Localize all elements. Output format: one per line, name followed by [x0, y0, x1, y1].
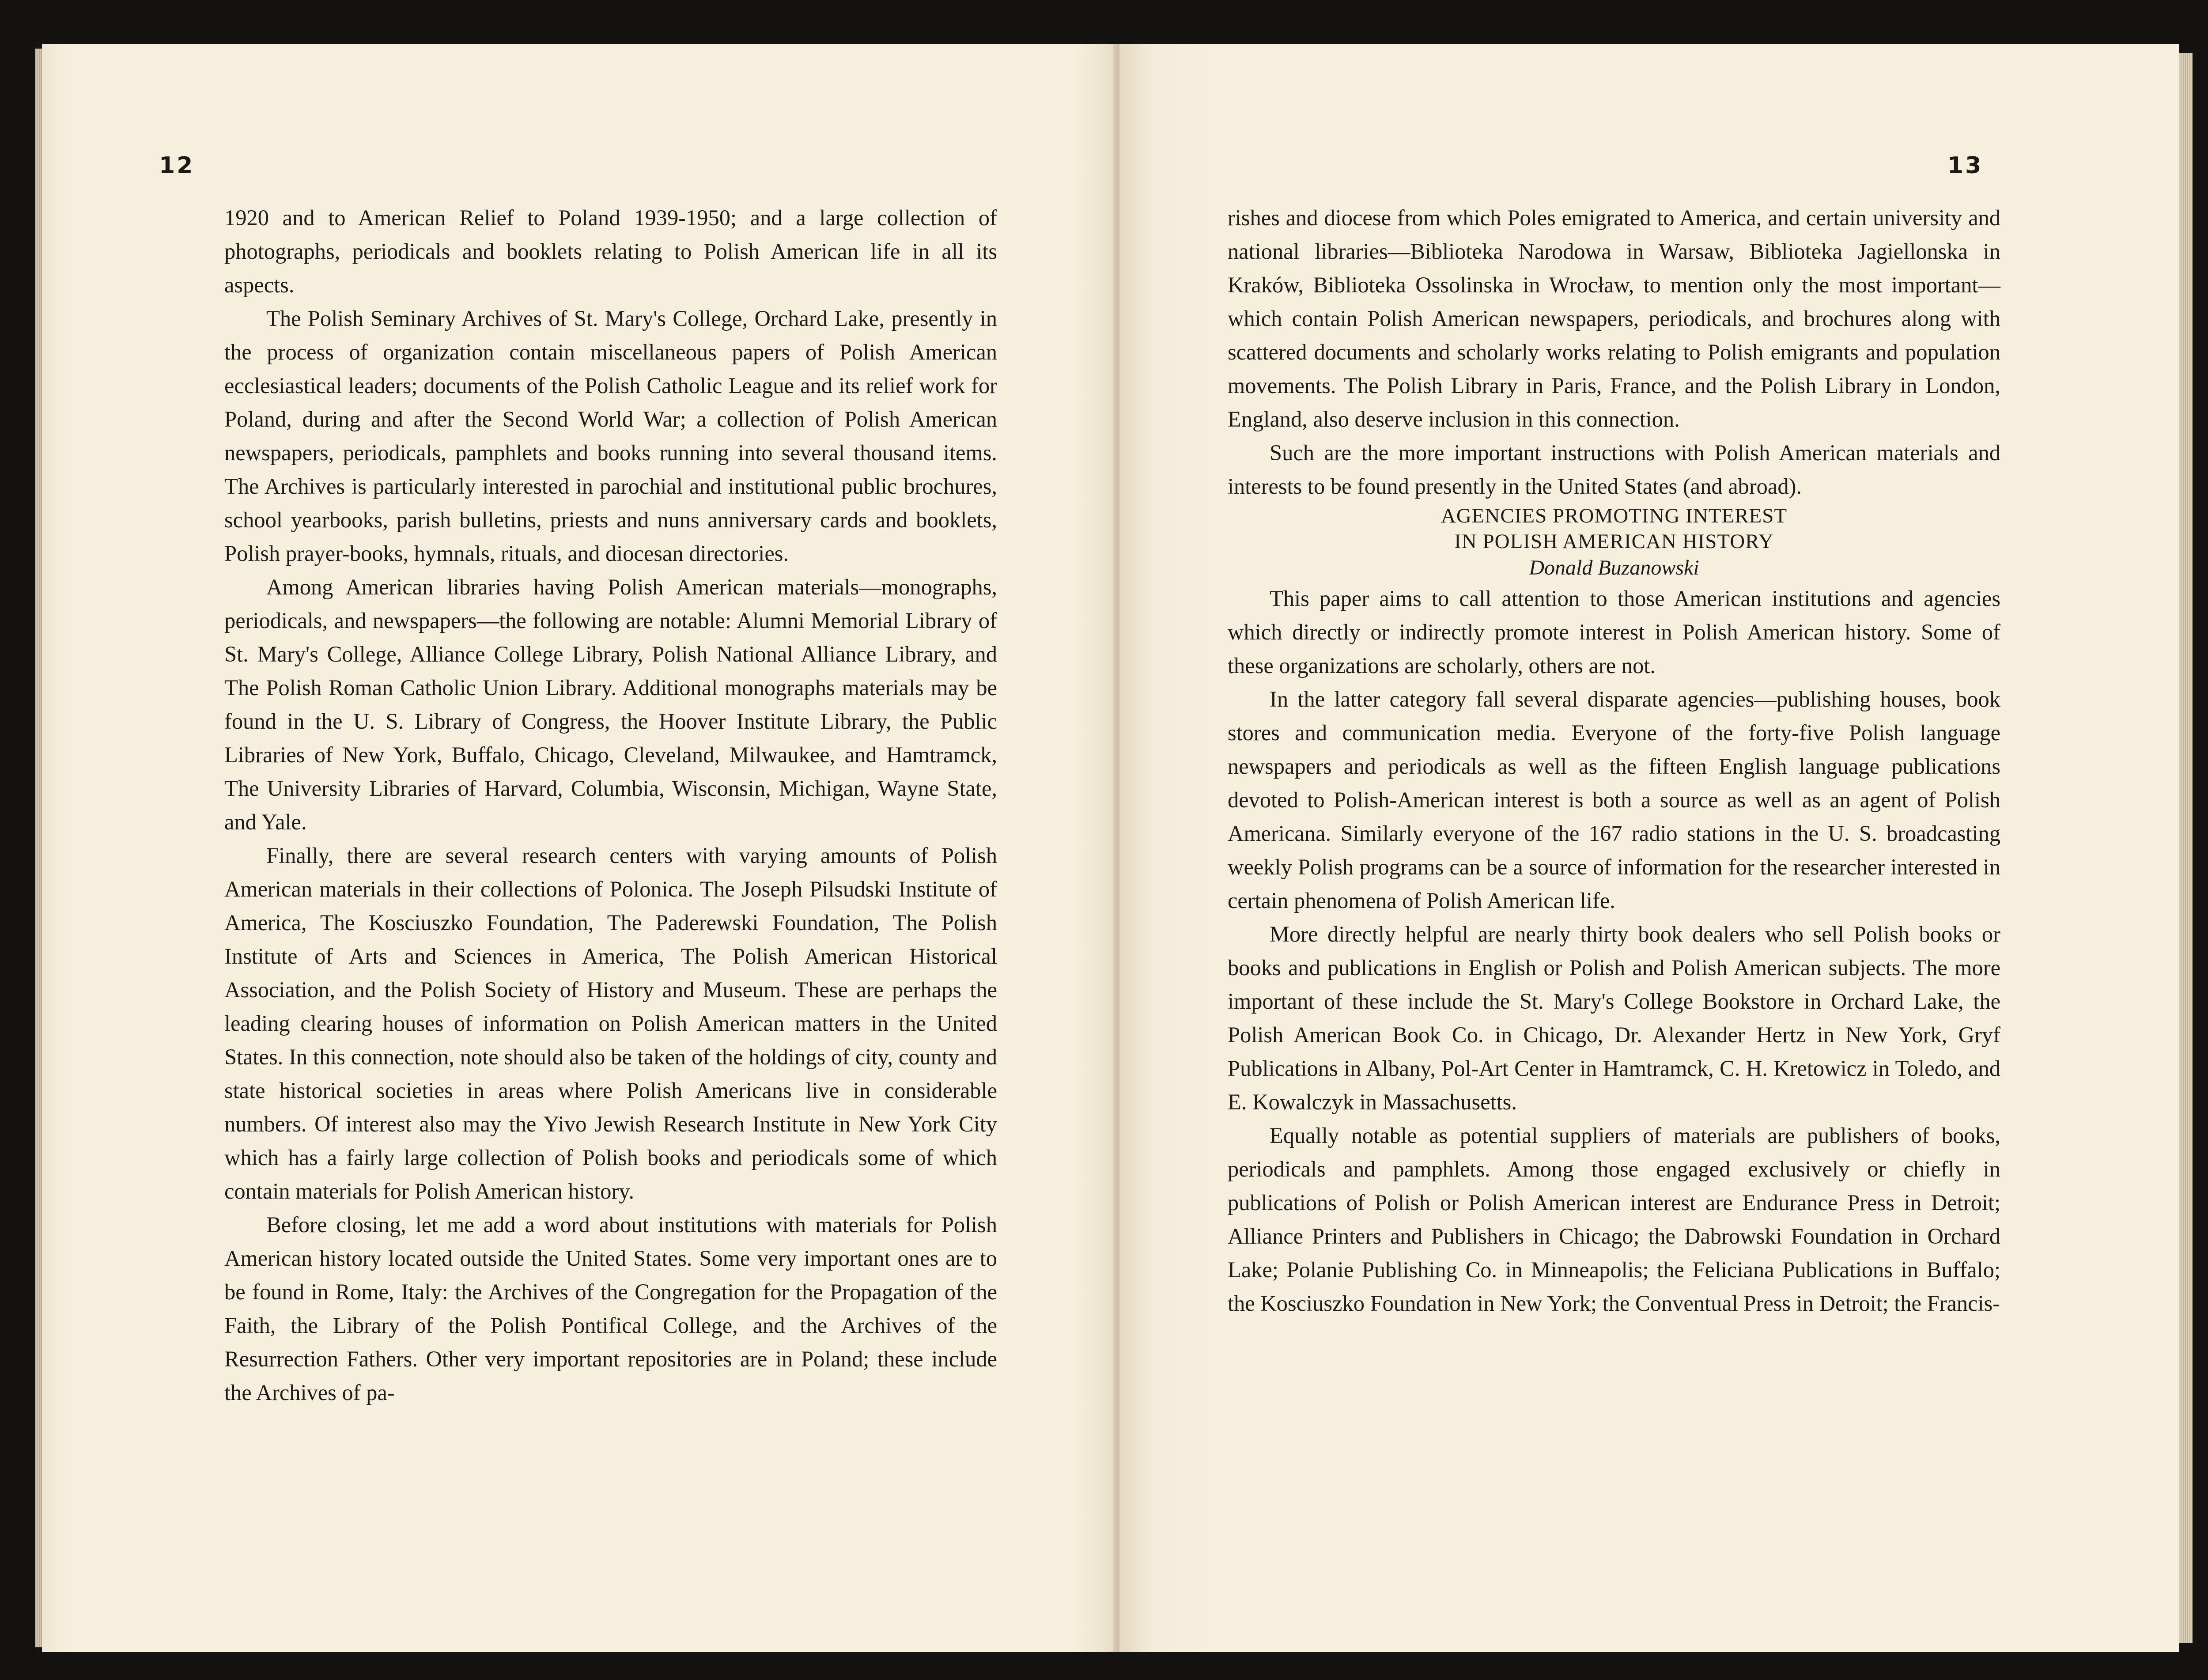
paragraph: Finally, there are several research centers with varying amounts of Polish American materials in their collections of Polonica. The Joseph Pilsudski Institute of America, The Kosciuszko Foundation, The Paderewski Foundation, The Polish Institute of Arts and Sciences in America, The Polish American Historical Association, and the Polish Society of History and Museum. These are perhaps the leading clearing houses of information on Polish American matters in the United States. In this connection, note should also be taken of the holdings of city, county and state historical societies in areas where Polish Americans live in considerable numbers. Of interest also may the Yivo Jewish Research Institute in New York City which has a fairly large collection of Polish books and periodicals some of which contain materials for Polish American history.: [224, 843, 997, 1203]
paragraph: This paper aims to call attention to those American institutions and agencies which directly or indirectly promote interest in Polish American history. Some of these organizations are scholarly, others are not.: [1228, 586, 2000, 678]
paragraph: Among American libraries having Polish American materials—monographs, periodicals, and newspapers—the following are notable: Alumni Memorial Library of St. Mary's College, Alliance College Library, Polish National Alliance Library, and The Polish Roman Catholic Union Library. Additional monographs materials may be found in the U. S. Library of Congress, the Hoover Institute Library, the Public Libraries of New York, Buffalo, Chicago, Cleveland, Milwaukee, and Hamtramck, The University Libraries of Harvard, Columbia, Wisconsin, Michigan, Wayne State, and Yale.: [224, 575, 997, 834]
paragraph: 1920 and to American Relief to Poland 1939-1950; and a large collection of photographs, periodicals and booklets relating to Polish American life in all its aspects.: [224, 205, 997, 297]
paragraph: Before closing, let me add a word about institutions with materials for Polish American history located outside the United States. Some very important ones are to be found in Rome, Italy: the Archives of the Congregation for the Propagation of the Faith, the Library of the Polish Pontifical College, and the Archives of the Resurrection Fathers. Other very important repositories are in Poland; these include the Archives of pa-: [224, 1212, 997, 1405]
right-page-text: [1228, 201, 2000, 1320]
right-page-number: 13: [1947, 152, 1983, 179]
author-byline: Donald Buzanowski: [1529, 556, 1699, 579]
paragraph: More directly helpful are nearly thirty book dealers who sell Polish books or books and publications in English or Polish and Polish American subjects. The more important of these include the St. Mary's College Bookstore in Orchard Lake, the Polish American Book Co. in Chicago, Dr. Alexander Hertz in New York, Gryf Publications in Albany, Pol-Art Center in Hamtramck, C. H. Kretowicz in Toledo, and E. Kowalczyk in Massachusetts.: [1228, 922, 2000, 1114]
left-page-number: 12: [159, 152, 195, 179]
paragraph: rishes and diocese from which Poles emigrated to America, and certain university and national libraries—Biblioteka Narodowa in Warsaw, Biblioteka Jagiellonska in Kraków, Biblioteka Ossolinska in Wrocław, to mention only the most important—which contain Polish American newspapers, periodicals, and brochures along with scattered documents and scholarly works relating to Polish emigrants and population movements. The Polish Library in Paris, France, and the Polish Library in London, England, also deserve inclusion in this connection.: [1228, 205, 2000, 431]
section-heading-line-2: IN POLISH AMERICAN HISTORY: [1454, 530, 1774, 553]
paragraph: Such are the more important instructions with Polish American materials and interests to be found presently in the United States (and abroad).: [1228, 440, 2000, 499]
section-heading-line-1: AGENCIES PROMOTING INTEREST: [1440, 504, 1788, 527]
paragraph: The Polish Seminary Archives of St. Mary's College, Orchard Lake, presently in the process of organization contain miscellaneous papers of Polish American ecclesiastical leaders; documents of the Polish Catholic League and its relief work for Poland, during and after the Second World War; a collection of Polish American newspapers, periodicals, pamphlets and books running into several thousand items. The Archives is particularly interested in parochial and institutional public brochures, school yearbooks, parish bulletins, priests and nuns anniversary cards and booklets, Polish prayer-books, hymnals, rituals, and diocesan directories.: [224, 306, 997, 566]
left-page-text: [224, 201, 997, 1409]
paragraph: Equally notable as potential suppliers of materials are publishers of books, periodicals and pamphlets. Among those engaged exclusively or chiefly in publications of Polish or Polish American interest are Endurance Press in Detroit; Alliance Printers and Publishers in Chicago; the Dabrowski Foundation in Orchard Lake; Polanie Publishing Co. in Minneapolis; the Feliciana Publications in Buffalo; the Kosciuszko Foundation in New York; the Conventual Press in Detroit; the Francis-: [1228, 1123, 2000, 1316]
paragraph: In the latter category fall several disparate agencies—publishing houses, book stores and communication media. Everyone of the forty-five Polish language newspapers and periodicals as well as the fifteen English language publications devoted to Polish-American interest is both a source as well as an agent of Polish Americana. Similarly everyone of the 167 radio stations in the U. S. broadcasting weekly Polish programs can be a source of information for the researcher interested in certain phenomena of Polish American life.: [1228, 687, 2000, 913]
right-page-edges: [2179, 53, 2193, 1643]
